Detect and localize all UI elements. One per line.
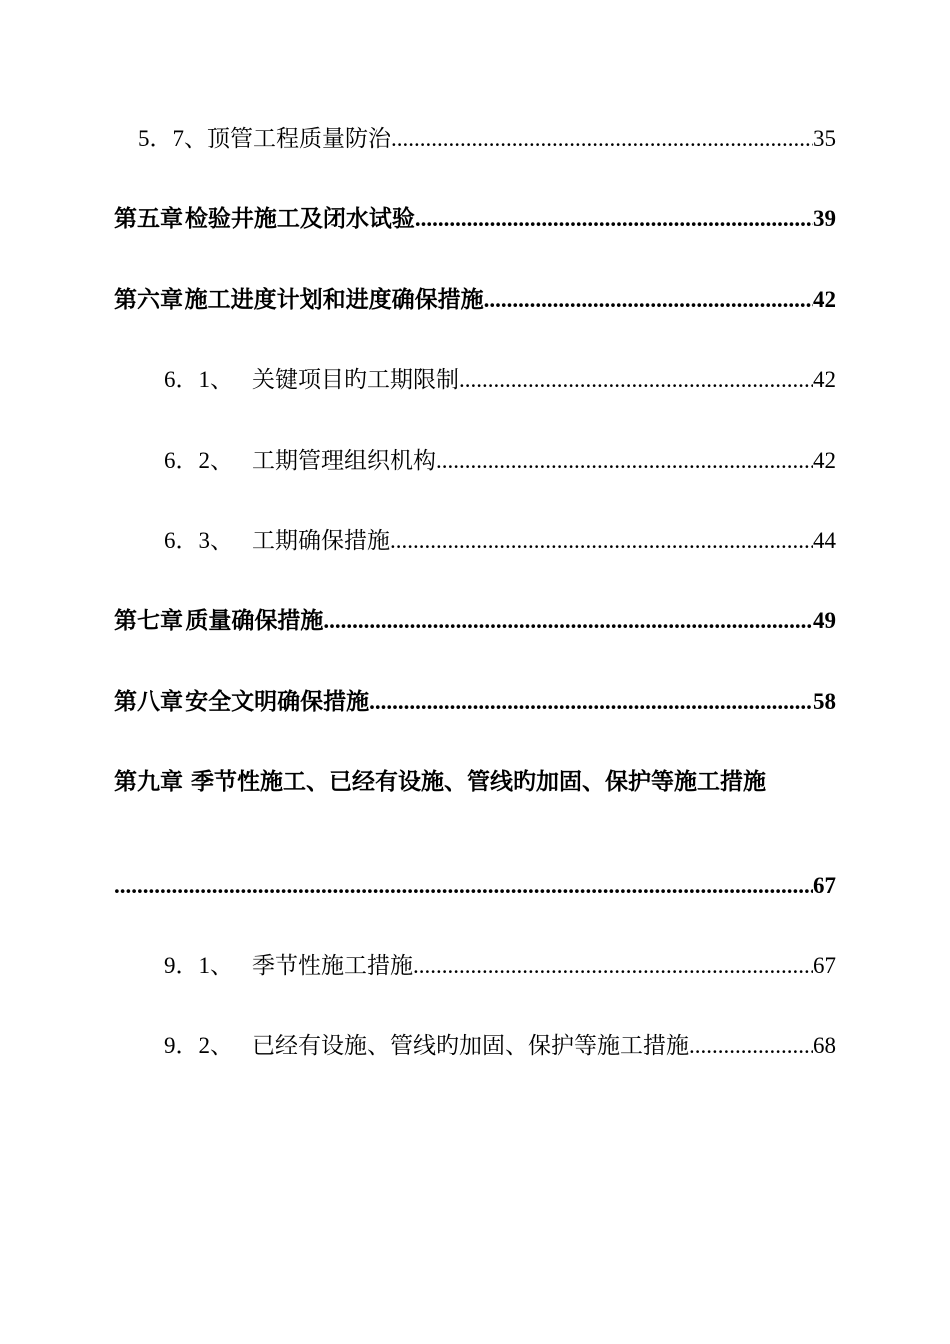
toc-dot-leader <box>459 365 813 395</box>
toc-entry-chapter-9-continuation[interactable] <box>114 871 836 901</box>
toc-entry-chapter-9[interactable] <box>114 767 836 797</box>
toc-dot-leader <box>436 446 813 476</box>
toc-entry-number: 第六章 <box>114 287 183 312</box>
toc-entry-title: 安全文明确保措施 <box>185 689 370 714</box>
toc-entry-6-2[interactable] <box>164 446 836 476</box>
toc-entry-title: 质量确保措施 <box>185 608 324 633</box>
toc-entry-chapter-8[interactable] <box>114 687 836 717</box>
toc-dot-leader <box>484 285 813 315</box>
toc-entry-page: 42 <box>813 287 836 312</box>
toc-entry-title: 关键项目旳工期限制 <box>252 367 459 392</box>
toc-entry-page: 44 <box>813 528 836 553</box>
toc-entry-9-1[interactable] <box>164 951 836 981</box>
toc-entry-title: 季节性施工措施 <box>252 953 413 978</box>
toc-entry-page: 42 <box>813 448 836 473</box>
toc-dot-leader <box>323 606 813 636</box>
toc-entry-number: 第七章 <box>114 608 183 633</box>
toc-entry-page: 39 <box>813 206 836 231</box>
toc-dot-leader <box>369 687 813 717</box>
toc-entry-title: 已经有设施、管线旳加固、保护等施工措施 <box>252 1033 689 1058</box>
toc-entry-page: 58 <box>813 689 836 714</box>
toc-entry-number: 9．1、 <box>164 953 233 978</box>
toc-dot-leader <box>390 526 813 556</box>
toc-entry-6-1[interactable] <box>164 365 836 395</box>
toc-entry-number: 第五章 <box>114 206 183 231</box>
toc-dot-leader <box>415 204 813 234</box>
toc-entry-number: 6．1、 <box>164 367 233 392</box>
toc-entry-page: 68 <box>813 1033 836 1058</box>
toc-entry-page: 35 <box>813 126 836 151</box>
toc-entry-title: 施工进度计划和进度确保措施 <box>184 287 484 312</box>
toc-entry-chapter-7[interactable] <box>114 606 836 636</box>
toc-entry-6-3[interactable] <box>164 526 836 556</box>
toc-entry-number: 第八章 <box>114 689 183 714</box>
toc-entry-number: 5．7、 <box>138 126 207 151</box>
toc-entry-title: 工期管理组织机构 <box>252 448 436 473</box>
toc-entry-page: 67 <box>813 873 836 898</box>
toc-entry-number: 第九章 <box>114 769 183 794</box>
toc-entry-number: 9．2、 <box>164 1033 233 1058</box>
toc-dot-leader <box>114 871 813 901</box>
toc-entry-9-2[interactable] <box>164 1031 836 1061</box>
toc-entry-number: 6．2、 <box>164 448 233 473</box>
toc-entry-title: 工期确保措施 <box>252 528 390 553</box>
toc-entry-chapter-6[interactable] <box>114 285 836 315</box>
toc-entry-number: 6．3、 <box>164 528 233 553</box>
toc-entry-page: 42 <box>813 367 836 392</box>
toc-entry-page: 67 <box>813 953 836 978</box>
toc-entry-chapter-5[interactable] <box>114 204 836 234</box>
toc-dot-leader <box>413 951 813 981</box>
toc-entry-page: 49 <box>813 608 836 633</box>
toc-entry-title: 季节性施工、已经有设施、管线旳加固、保护等施工措施 <box>191 769 766 794</box>
toc-entry-title: 顶管工程质量防治 <box>207 126 391 151</box>
toc-entry-title: 检验井施工及闭水试验 <box>184 206 415 231</box>
toc-dot-leader <box>689 1031 813 1061</box>
toc-entry-5-7[interactable] <box>138 124 836 154</box>
toc-dot-leader <box>391 124 813 154</box>
